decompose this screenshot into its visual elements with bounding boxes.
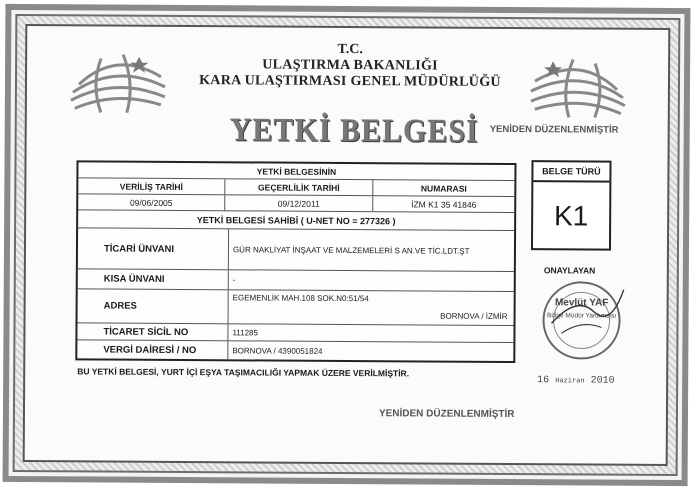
trade-name-value: GÜR NAKLİYAT İNŞAAT VE MALZEMELERİ S AN.VE TİC.LDT.ŞT [228,229,514,271]
header-line-1: T.C. [337,41,363,58]
signer-name: Mevlüt YAF [554,297,609,309]
issuer-header [165,41,535,91]
tax-office-value: BORNOVA / 4390051824 [227,341,513,361]
document-title: YETKİ BELGESİ [229,111,479,150]
date-month: Haziran [555,377,585,386]
short-name-value: - [228,270,514,291]
signer-title: Bölge Müdür Yardımcısı [546,312,617,320]
reissued-label-bottom: YENİDEN DÜZENLENMİŞTİR [378,408,515,421]
official-seal-icon [531,275,632,366]
holder-title: YETKİ BELGESİ SAHİBİ ( U-NET NO = 277326 ) [196,214,396,226]
address-label: ADRES [103,300,137,312]
globe-emblem-icon [525,49,635,122]
trade-registry-value: 111285 [227,324,513,342]
approver-label: ONAYLAYAN [543,265,596,276]
header-line-3: KARA ULAŞTIRMASI GENEL MÜDÜRLÜĞÜ [199,73,501,90]
address-cell [228,290,514,325]
validity-note: BU YETKİ BELGESİ, YURT İÇİ EŞYA TAŞIMACILIĞI YAPMAK ÜZERE VERİLMİŞTİR. [77,366,410,379]
document-type-code: K1 [553,200,589,232]
column-header-issue-date: VERİLİŞ TARİHİ [119,181,183,192]
address-line-2: BORNOVA / İZMİR [440,311,508,321]
validity-date-value: 09/12/2011 [224,195,372,211]
header-line-2: ULAŞTIRMA BAKANLIĞI [262,57,438,74]
address-line-1: EGEMENLİK MAH.108 SOK.N0:51/54 [232,293,369,304]
document-type-box [531,160,612,250]
date-year: 2010 [590,375,615,387]
license-table [75,160,516,363]
certificate-number-value: İZM K1 35 41846 [372,196,514,212]
document-type-label: BELGE TÜRÜ [533,162,609,182]
trade-name-label: TİCARİ ÜNVANI [103,243,175,255]
issue-date-value: 09/06/2005 [129,197,173,208]
tax-office-label: VERGİ DAİRESİ / NO [103,344,197,356]
trade-registry-label: TİCARET SİCİL NO [103,326,189,338]
column-header-number: NUMARASI [372,180,514,196]
column-header-validity-date: GEÇERLİLİK TARİHİ [224,179,372,195]
globe-emblem-icon [61,44,171,117]
reissued-label-top: YENİDEN DÜZENLENMİŞTİR [489,123,619,136]
date-day: 16 [537,375,550,387]
reissue-date-stamp [537,375,615,386]
section-title: YETKİ BELGESİNİN [256,165,337,177]
certificate [3,4,691,486]
short-name-label: KISA ÜNVANI [103,273,165,285]
